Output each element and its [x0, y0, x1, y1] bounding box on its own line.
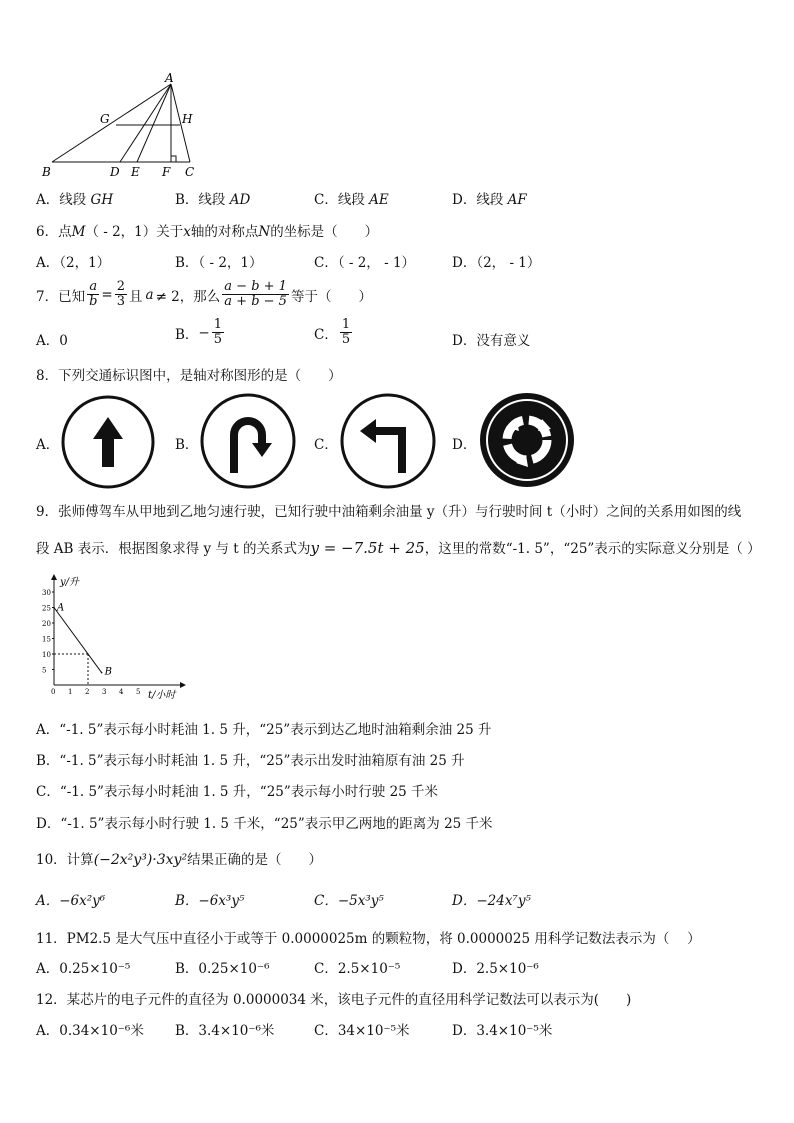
x-tick-label: 0: [51, 688, 56, 696]
q7-option-a[interactable]: A．0: [36, 333, 68, 349]
q9-option-d[interactable]: D．“-1. 5”表示每小时行驶 1. 5 千米，“25”表示甲乙两地的距离为 25 千米: [36, 816, 493, 832]
q12-option-c[interactable]: C．34×10⁻⁵米: [314, 1023, 410, 1039]
q9-line-1: 9．张师傅驾车从甲地到乙地匀速行驶，已知行驶中油箱剩余油量 y（升）与行驶时间 t（小时）之间的关系用如图的线: [36, 504, 742, 520]
label-G: G: [100, 112, 110, 126]
q7-option-b[interactable]: B． − $\frac{1}{5}$: [175, 317, 223, 347]
q5-option-d[interactable]: D．线段 AF: [452, 192, 527, 208]
fraction-expression: $\frac{a - b + 1}{a + b - 5}$: [224, 279, 287, 309]
x-axis-arrow: [180, 682, 186, 688]
q8-option-c[interactable]: C．: [314, 437, 338, 453]
y-axis-label: y/升: [60, 577, 80, 588]
x-tick-label: 4: [119, 688, 124, 696]
q10-stem: 10．计算(−2x²y³)·3xy²结果正确的是（ ）: [36, 852, 323, 868]
fraction-a-over-b: $\frac{a}{b}$: [89, 279, 98, 309]
u-turn-sign-icon: [200, 393, 296, 489]
point-A: [53, 607, 55, 609]
q9-line-2: 段 AB 表示．根据图象求得 y 与 t 的关系式为y = −7.5t + 25，这里的常数“-1. 5”，“25”表示的实际意义分别是（ ）: [36, 539, 761, 557]
y-tick-label: 30: [42, 589, 51, 597]
q9-option-c[interactable]: C．“-1. 5”表示每小时耗油 1. 5 升，“25”表示每小时行驶 25 千米: [36, 784, 439, 800]
fraction-2-over-3: $\frac{2}{3}$: [116, 279, 126, 309]
q10-option-d[interactable]: D．−24x⁷y⁵: [452, 893, 531, 909]
q5-option-b[interactable]: B．线段 AD: [175, 192, 251, 208]
label-C: C: [185, 165, 195, 179]
q5-option-a[interactable]: A．线段 GH: [36, 192, 114, 208]
q9-option-b[interactable]: B．“-1. 5”表示每小时耗油 1. 5 升，“25”表示出发时油箱原有油 25 升: [36, 753, 465, 769]
q11-option-b[interactable]: B．0.25×10⁻⁶: [175, 961, 270, 977]
q5-option-c[interactable]: C．线段 AE: [314, 192, 389, 208]
point-B: [101, 672, 103, 674]
q8-stem: 8．下列交通标识图中，是轴对称图形的是（ ）: [36, 368, 342, 384]
q8-option-b[interactable]: B．: [175, 437, 199, 453]
q12-stem: 12．某芯片的电子元件的直径为 0.0000034 米，该电子元件的直径用科学记数法可以表示为( ): [36, 992, 632, 1008]
fuel-chart: [40, 574, 190, 700]
q8-option-a[interactable]: A．: [36, 437, 60, 453]
q8-option-d[interactable]: D．: [452, 437, 477, 453]
q6-option-c[interactable]: C．（ - 2， - 1）: [314, 255, 416, 271]
label-E: E: [131, 165, 140, 179]
q7-option-d[interactable]: D．没有意义: [452, 333, 531, 349]
label-F: F: [162, 165, 171, 179]
point-label-A: A: [57, 602, 65, 614]
straight-arrow-sign-icon: [61, 395, 155, 489]
q7-stem: 7．已知 $\frac{a}{b}$ = $\frac{2}{3}$ 且 a ≠ 2，那么 $\frac{a - b + 1}{a + b - 5}$ 等于（ ）: [36, 279, 372, 309]
q10-option-c[interactable]: C．−5x³y⁵: [314, 893, 384, 909]
q6-option-a[interactable]: A．（2，1）: [36, 255, 111, 271]
label-A: A: [165, 72, 174, 85]
y-axis-arrow: [51, 574, 57, 580]
q7-option-c[interactable]: C． $\frac{1}{5}$: [314, 317, 351, 347]
label-B: B: [42, 165, 51, 179]
q11-stem: 11．PM2.5 是大气压中直径小于或等于 0.0000025m 的颗粒物，将 0.0000025 用科学记数法表示为（ ）: [36, 931, 701, 947]
x-tick-label: 5: [136, 688, 141, 696]
x-tick-label: 3: [102, 688, 107, 696]
label-H: H: [182, 112, 193, 126]
y-tick-label: 10: [42, 651, 51, 659]
q12-option-a[interactable]: A．0.34×10⁻⁶米: [36, 1023, 144, 1039]
segment-AB: [54, 608, 102, 673]
q11-option-d[interactable]: D．2.5×10⁻⁶: [452, 961, 539, 977]
q11-option-a[interactable]: A．0.25×10⁻⁵: [36, 961, 131, 977]
q6-option-b[interactable]: B．（ - 2，1）: [175, 255, 263, 271]
q6-stem: 6．点M（ - 2，1）关于x轴的对称点N的坐标是（ ）: [36, 224, 379, 240]
q12-option-b[interactable]: B．3.4×10⁻⁶米: [175, 1023, 275, 1039]
y-tick-label: 25: [42, 604, 51, 613]
y-tick-label: 15: [42, 635, 51, 644]
q10-option-a[interactable]: A．−6x²y⁶: [36, 893, 106, 909]
x-tick-label: 1: [68, 688, 73, 696]
roundabout-sign-icon: [478, 391, 576, 489]
x-tick-label: 2: [85, 688, 90, 696]
q6-option-d[interactable]: D．（2， - 1）: [452, 255, 541, 271]
q9-option-a[interactable]: A．“-1. 5”表示每小时耗油 1. 5 升，“25”表示到达乙地时油箱剩余油 25 升: [36, 722, 492, 738]
q12-option-d[interactable]: D．3.4×10⁻⁵米: [452, 1023, 553, 1039]
y-tick-label: 5: [42, 666, 47, 675]
left-turn-sign-icon: [340, 393, 436, 489]
triangle-figure: [36, 72, 206, 182]
y-tick-label: 20: [42, 620, 51, 628]
x-axis-label: t/小时: [148, 690, 176, 700]
q10-option-b[interactable]: B．−6x³y⁵: [175, 893, 245, 909]
point-label-B: B: [104, 666, 112, 678]
q11-option-c[interactable]: C．2.5×10⁻⁵: [314, 961, 401, 977]
label-D: D: [110, 165, 120, 179]
